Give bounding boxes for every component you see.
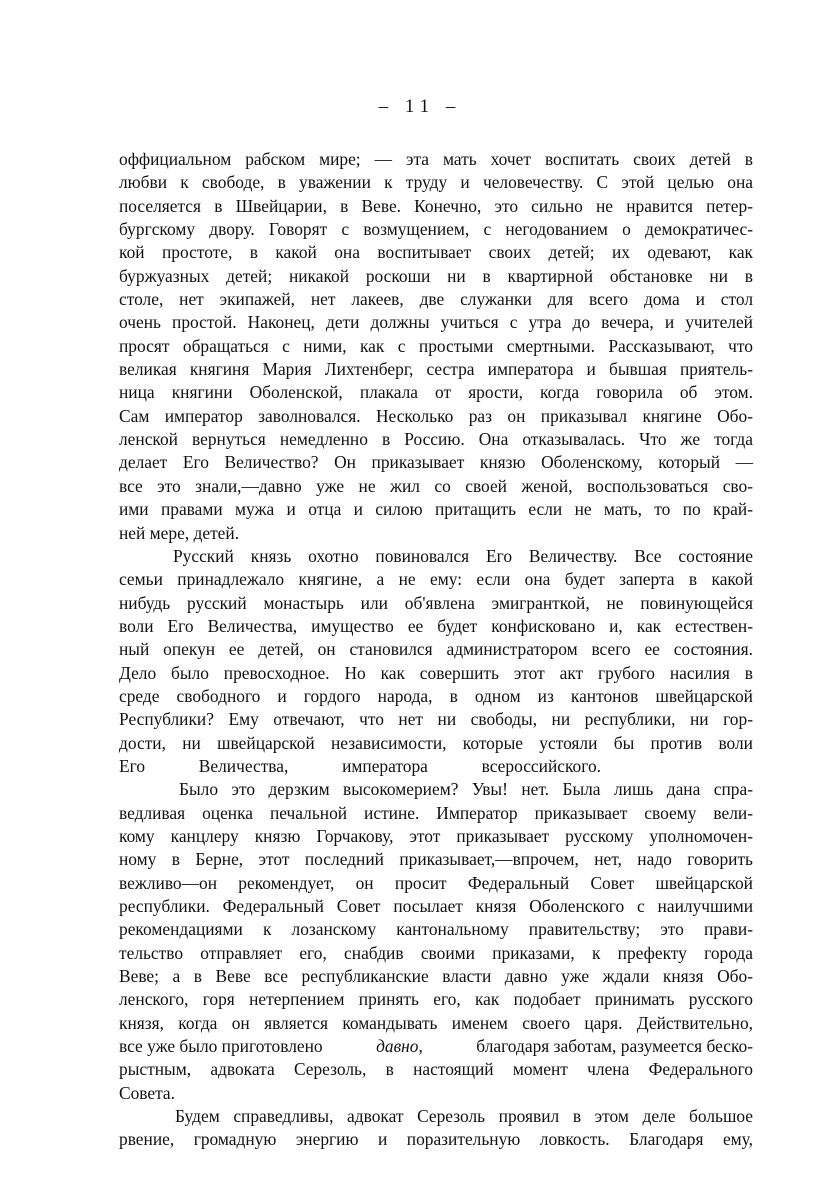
text-line: Республики? Ему отвечают, что нет ни свободы, ни республики, ни гор-: [119, 709, 753, 730]
text-line: семьи принадлежало княгине, а не ему: если она будет заперта в какой: [119, 569, 753, 590]
paragraph-4: [119, 1105, 753, 1152]
text-line: Веве; а в Веве все республиканские власти давно уже ждали князя Обо-: [119, 966, 753, 987]
text-line: ими правами мужа и отца и силою притащить если не мать, то по край-: [119, 499, 753, 520]
text-line: Его Величества, императора всероссийского.: [119, 755, 601, 776]
text-line: тельство отправляет его, снабдив своими приказами, к префекту города: [119, 942, 753, 963]
text-line: Сам император заволновался. Несколько раз он приказывал княгине Обо-: [119, 405, 753, 426]
text-line: все это знали,—давно уже не жил со своей женой, воспользоваться сво-: [119, 475, 753, 496]
text-line: очень простой. Наконец, дети должны учиться с утра до вечера, и учителей: [119, 312, 753, 333]
text-line: столе, нет экипажей, нет лакеев, две служанки для всего дома и стол: [119, 289, 753, 310]
text-line: рекомендациями к лозанскому кантональному правительству; это прави-: [119, 919, 753, 940]
text-line: ведливая оценка печальной истине. Император приказывает своему вели-: [119, 802, 753, 823]
text-line: кой простоте, в какой она воспитывает своих детей; их одевают, как: [119, 242, 753, 263]
text-line: ный опекун ее детей, он становился администратором всего ее состояния.: [119, 639, 753, 660]
page-number: – 11 –: [378, 96, 462, 117]
paragraph-1: [119, 148, 753, 545]
text-line: Будем справедливы, адвокат Серезоль проявил в этом деле большое: [175, 1106, 753, 1127]
text-fragment: благодаря заботам, разумеется беско-: [476, 1036, 753, 1057]
text-line: дости, ни швейцарской независимости, которые устояли бы против воли: [119, 732, 753, 753]
text-line-with-emphasis: [119, 1035, 753, 1058]
text-line: кому канцлеру князю Горчакову, этот приказывает русскому уполномочен-: [119, 825, 753, 846]
body-text: [119, 148, 753, 1152]
text-line: просят обращаться с ними, как с простыми смертными. Рассказывают, что: [119, 335, 753, 356]
paragraph-2: [119, 545, 753, 778]
text-line: ленской вернуться немедленно в Россию. Она отказывалась. Что же тогда: [119, 429, 753, 450]
text-fragment: все уже было приготовлено: [119, 1036, 323, 1057]
text-line: князя, когда он является командывать именем своего царя. Действительно,: [119, 1012, 753, 1033]
text-line: ница княгини Оболенской, плакала от ярости, когда говорила об этом.: [119, 382, 753, 403]
text-line: великая княгиня Мария Лихтенберг, сестра императора и бывшая приятель-: [119, 359, 753, 380]
text-line: рвение, громадную энергию и поразительную ловкость. Благодаря ему,: [119, 1129, 753, 1150]
text-line: среде свободного и гордого народа, в одном из кантонов швейцарской: [119, 685, 753, 706]
text-line: нибудь русский монастырь или об'явлена эмигранткой, не повинующейся: [119, 592, 753, 613]
text-line: ленского, горя нетерпением принять его, как подобает принимать русского: [119, 989, 753, 1010]
text-line: воли Его Величества, имущество ее будет конфисковано и, как естествен-: [119, 615, 753, 636]
text-line: оффициальном рабском мире; — эта мать хочет воспитать своих детей в: [119, 149, 753, 169]
text-line: вежливо—он рекомендует, он просит Федеральный Совет швейцарской: [119, 872, 753, 893]
text-line: рыстным, адвоката Серезоль, в настоящий момент члена Федерального: [119, 1059, 753, 1080]
text-line: буржуазных детей; никакой роскоши ни в квартирной обстановке ни в: [119, 265, 753, 286]
text-line: Было это дерзким высокомерием? Увы! нет. Была лишь дана спра-: [179, 779, 753, 800]
text-line: Русский князь охотно повиновался Его Величеству. Все состояние: [173, 545, 753, 566]
text-line: Совета.: [119, 1082, 176, 1103]
text-line: любви к свободе, в уважении к труду и человечеству. С этой целью она: [119, 172, 753, 193]
text-line: республики. Федеральный Совет посылает князя Оболенского с наилучшими: [119, 896, 753, 916]
paragraph-3: [119, 778, 753, 1105]
text-line: ному в Берне, этот последний приказывает,—впрочем, нет, надо говорить: [119, 849, 753, 870]
text-line: ней мере, детей.: [119, 522, 240, 543]
text-line: бургскому двору. Говорят с возмущением, с негодованием о демократичес-: [119, 219, 753, 240]
text-line: Дело было превосходное. Но как совершить этот акт грубого насилия в: [119, 662, 753, 683]
text-line: поселяется в Швейцарии, в Веве. Конечно, это сильно не нравится петер-: [119, 195, 753, 216]
emphasis-text: давно,: [376, 1036, 423, 1057]
text-line: делает Его Величество? Он приказывает князю Оболенскому, который —: [119, 452, 753, 473]
